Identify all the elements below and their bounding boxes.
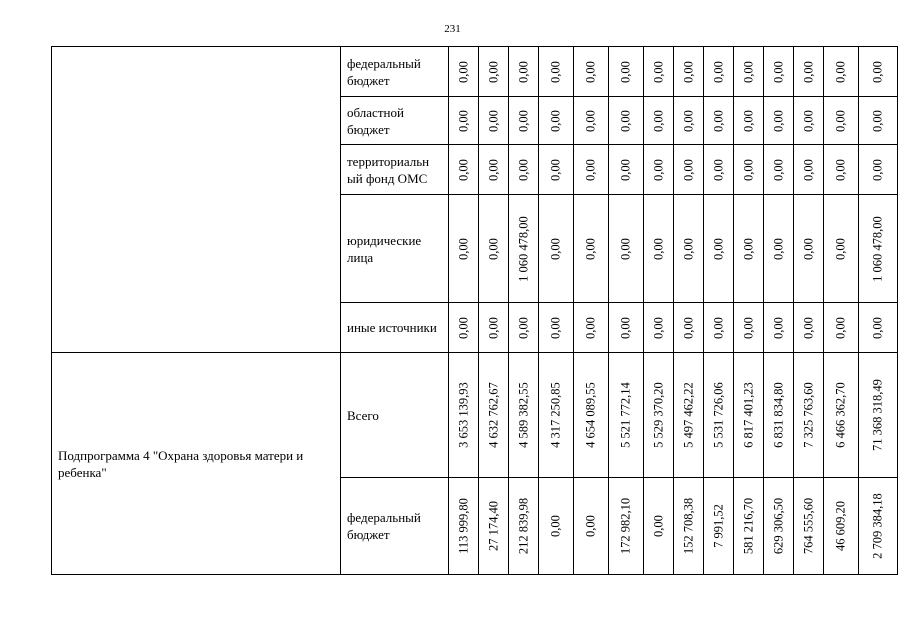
value-text: 5 521 772,14 xyxy=(618,382,633,448)
value-text: 0,00 xyxy=(711,158,725,181)
value-text: 0,00 xyxy=(456,158,470,181)
value-text: 0,00 xyxy=(516,158,530,181)
value-text: 6 831 834,80 xyxy=(771,382,785,448)
value-cell xyxy=(449,145,479,195)
value-cell xyxy=(539,353,574,478)
value-cell xyxy=(574,47,609,97)
value-cell xyxy=(764,97,794,145)
value-cell xyxy=(794,303,824,353)
value-cell xyxy=(794,145,824,195)
value-text: 0,00 xyxy=(548,158,563,181)
table-row xyxy=(52,353,898,478)
program-name-cell: Подпрограмма 4 "Охрана здоровья матери и ребенка" xyxy=(52,353,341,575)
value-cell xyxy=(859,478,898,575)
funding-source-cell: Всего xyxy=(341,353,449,478)
value-cell xyxy=(509,195,539,303)
value-cell xyxy=(674,478,704,575)
value-text: 0,00 xyxy=(741,158,755,181)
value-cell xyxy=(824,478,859,575)
value-text: 0,00 xyxy=(548,109,563,132)
value-cell xyxy=(449,47,479,97)
value-cell xyxy=(509,303,539,353)
funding-source-cell: федеральный бюджет xyxy=(341,47,449,97)
value-cell xyxy=(609,195,644,303)
value-cell xyxy=(539,478,574,575)
value-cell xyxy=(704,97,734,145)
value-cell xyxy=(674,303,704,353)
value-cell xyxy=(764,145,794,195)
value-text: 0,00 xyxy=(833,158,848,181)
value-text: 0,00 xyxy=(870,158,885,181)
value-text: 0,00 xyxy=(771,237,785,260)
value-text: 2 709 384,18 xyxy=(870,493,885,559)
value-text: 0,00 xyxy=(681,60,695,83)
value-cell xyxy=(574,195,609,303)
value-text: 0,00 xyxy=(548,237,563,260)
value-text: 6 817 401,23 xyxy=(741,382,755,448)
value-text: 0,00 xyxy=(833,60,848,83)
budget-table xyxy=(51,46,898,575)
value-text: 0,00 xyxy=(486,109,500,132)
value-text: 0,00 xyxy=(583,515,598,537)
value-text: 0,00 xyxy=(651,60,665,83)
value-cell xyxy=(824,145,859,195)
value-cell xyxy=(449,97,479,145)
value-text: 0,00 xyxy=(771,316,785,339)
value-cell xyxy=(734,145,764,195)
value-text: 0,00 xyxy=(651,158,665,181)
value-text: 4 589 382,55 xyxy=(516,382,530,448)
value-cell xyxy=(509,97,539,145)
value-text: 0,00 xyxy=(711,109,725,132)
value-text: 0,00 xyxy=(870,316,885,339)
value-text: 0,00 xyxy=(456,237,470,260)
value-text: 0,00 xyxy=(618,237,633,260)
value-text: 0,00 xyxy=(548,316,563,339)
funding-source-cell: областной бюджет xyxy=(341,97,449,145)
value-cell xyxy=(539,47,574,97)
value-cell xyxy=(794,478,824,575)
value-text: 0,00 xyxy=(870,60,885,83)
value-text: 4 317 250,85 xyxy=(548,382,563,448)
value-cell xyxy=(509,145,539,195)
value-text: 0,00 xyxy=(548,515,563,537)
value-text: 7 325 763,60 xyxy=(801,382,815,448)
value-cell xyxy=(734,478,764,575)
funding-source-cell: федеральный бюджет xyxy=(341,478,449,575)
value-cell xyxy=(539,145,574,195)
value-text: 0,00 xyxy=(583,237,598,260)
value-text: 0,00 xyxy=(456,316,470,339)
value-cell xyxy=(794,353,824,478)
value-cell xyxy=(824,47,859,97)
value-text: 764 555,60 xyxy=(801,497,815,555)
program-name-cell xyxy=(52,47,341,353)
value-text: 0,00 xyxy=(456,60,470,83)
value-text: 0,00 xyxy=(833,316,848,339)
value-text: 0,00 xyxy=(651,515,665,537)
value-cell xyxy=(539,303,574,353)
value-text: 0,00 xyxy=(681,316,695,339)
value-text: 0,00 xyxy=(486,158,500,181)
value-cell xyxy=(674,97,704,145)
value-text: 0,00 xyxy=(486,60,500,83)
value-cell xyxy=(859,47,898,97)
value-cell xyxy=(574,478,609,575)
value-text: 6 466 362,70 xyxy=(833,382,848,448)
funding-source-cell: юридические лица xyxy=(341,195,449,303)
value-cell xyxy=(479,47,509,97)
value-cell xyxy=(609,145,644,195)
value-text: 1 060 478,00 xyxy=(516,215,530,282)
value-cell xyxy=(479,97,509,145)
value-text: 0,00 xyxy=(618,109,633,132)
funding-source-cell: иные источники xyxy=(341,303,449,353)
value-text: 0,00 xyxy=(771,158,785,181)
value-text: 0,00 xyxy=(651,237,665,260)
value-text: 0,00 xyxy=(741,237,755,260)
value-text: 1 060 478,00 xyxy=(870,215,885,282)
value-cell xyxy=(644,47,674,97)
value-cell xyxy=(704,195,734,303)
value-text: 0,00 xyxy=(741,60,755,83)
value-text: 0,00 xyxy=(741,109,755,132)
value-cell xyxy=(509,353,539,478)
value-cell xyxy=(859,353,898,478)
value-text: 0,00 xyxy=(801,316,815,339)
value-cell xyxy=(449,353,479,478)
value-text: 581 216,70 xyxy=(741,497,755,555)
value-cell xyxy=(479,195,509,303)
value-text: 152 708,38 xyxy=(681,497,695,555)
value-cell xyxy=(764,303,794,353)
value-text: 0,00 xyxy=(548,60,563,83)
value-cell xyxy=(764,47,794,97)
value-text: 0,00 xyxy=(651,316,665,339)
page-number: 231 xyxy=(444,23,461,35)
value-text: 0,00 xyxy=(801,158,815,181)
value-cell xyxy=(644,303,674,353)
value-text: 71 368 318,49 xyxy=(870,379,885,451)
value-text: 0,00 xyxy=(516,109,530,132)
value-cell xyxy=(509,47,539,97)
value-text: 0,00 xyxy=(456,109,470,132)
value-text: 0,00 xyxy=(711,237,725,260)
value-text: 3 653 139,93 xyxy=(456,382,470,448)
value-cell xyxy=(674,145,704,195)
value-cell xyxy=(824,97,859,145)
value-cell xyxy=(824,195,859,303)
value-text: 0,00 xyxy=(741,316,755,339)
value-text: 0,00 xyxy=(681,109,695,132)
value-text: 0,00 xyxy=(711,60,725,83)
value-cell xyxy=(764,195,794,303)
value-cell xyxy=(609,47,644,97)
value-text: 46 609,20 xyxy=(833,501,848,551)
value-text: 0,00 xyxy=(618,158,633,181)
value-text: 0,00 xyxy=(583,109,598,132)
value-cell xyxy=(674,353,704,478)
value-text: 0,00 xyxy=(651,109,665,132)
value-cell xyxy=(704,303,734,353)
value-text: 113 999,80 xyxy=(456,498,470,554)
value-text: 0,00 xyxy=(801,60,815,83)
value-text: 0,00 xyxy=(486,237,500,260)
value-text: 0,00 xyxy=(711,316,725,339)
value-text: 27 174,40 xyxy=(486,501,500,551)
value-cell xyxy=(764,478,794,575)
value-cell xyxy=(704,145,734,195)
value-cell xyxy=(794,195,824,303)
value-text: 0,00 xyxy=(771,109,785,132)
value-cell xyxy=(734,97,764,145)
value-cell xyxy=(824,353,859,478)
value-cell xyxy=(574,97,609,145)
value-cell xyxy=(734,303,764,353)
value-text: 0,00 xyxy=(618,316,633,339)
value-cell xyxy=(859,303,898,353)
value-cell xyxy=(449,303,479,353)
value-cell xyxy=(539,195,574,303)
value-cell xyxy=(609,353,644,478)
value-cell xyxy=(859,145,898,195)
value-text: 0,00 xyxy=(833,109,848,132)
value-cell xyxy=(574,353,609,478)
value-cell xyxy=(449,195,479,303)
value-text: 5 497 462,22 xyxy=(681,382,695,448)
value-text: 0,00 xyxy=(486,316,500,339)
value-cell xyxy=(704,47,734,97)
value-text: 172 982,10 xyxy=(618,497,633,555)
value-cell xyxy=(479,303,509,353)
value-text: 0,00 xyxy=(583,158,598,181)
value-text: 7 991,52 xyxy=(711,504,725,548)
value-cell xyxy=(609,478,644,575)
value-text: 4 632 762,67 xyxy=(486,382,500,448)
funding-source-cell: территориальн ый фонд ОМС xyxy=(341,145,449,195)
value-cell xyxy=(764,353,794,478)
value-text: 629 306,50 xyxy=(771,497,785,555)
value-text: 4 654 089,55 xyxy=(583,382,598,448)
value-cell xyxy=(734,195,764,303)
value-cell xyxy=(479,478,509,575)
value-text: 0,00 xyxy=(771,60,785,83)
value-cell xyxy=(644,97,674,145)
value-cell xyxy=(794,47,824,97)
value-text: 5 529 370,20 xyxy=(651,382,665,448)
value-text: 0,00 xyxy=(583,316,598,339)
value-text: 0,00 xyxy=(681,237,695,260)
value-text: 0,00 xyxy=(833,237,848,260)
value-cell xyxy=(859,97,898,145)
value-cell xyxy=(734,353,764,478)
value-cell xyxy=(794,97,824,145)
value-cell xyxy=(644,145,674,195)
value-cell xyxy=(479,145,509,195)
value-cell xyxy=(644,353,674,478)
value-cell xyxy=(574,303,609,353)
value-cell xyxy=(539,97,574,145)
value-cell xyxy=(704,478,734,575)
value-text: 0,00 xyxy=(801,237,815,260)
value-cell xyxy=(704,353,734,478)
value-cell xyxy=(609,97,644,145)
value-text: 0,00 xyxy=(801,109,815,132)
value-text: 0,00 xyxy=(516,60,530,83)
value-cell xyxy=(674,195,704,303)
value-text: 5 531 726,06 xyxy=(711,382,725,448)
value-cell xyxy=(449,478,479,575)
value-cell xyxy=(644,478,674,575)
value-cell xyxy=(859,195,898,303)
value-text: 0,00 xyxy=(516,316,530,339)
table-row xyxy=(52,47,898,97)
value-cell xyxy=(609,303,644,353)
value-text: 0,00 xyxy=(681,158,695,181)
value-text: 0,00 xyxy=(583,60,598,83)
value-text: 212 839,98 xyxy=(516,497,530,555)
value-cell xyxy=(644,195,674,303)
value-cell xyxy=(574,145,609,195)
value-cell xyxy=(734,47,764,97)
value-cell xyxy=(824,303,859,353)
value-cell xyxy=(674,47,704,97)
value-cell xyxy=(509,478,539,575)
value-cell xyxy=(479,353,509,478)
value-text: 0,00 xyxy=(870,109,885,132)
value-text: 0,00 xyxy=(618,60,633,83)
